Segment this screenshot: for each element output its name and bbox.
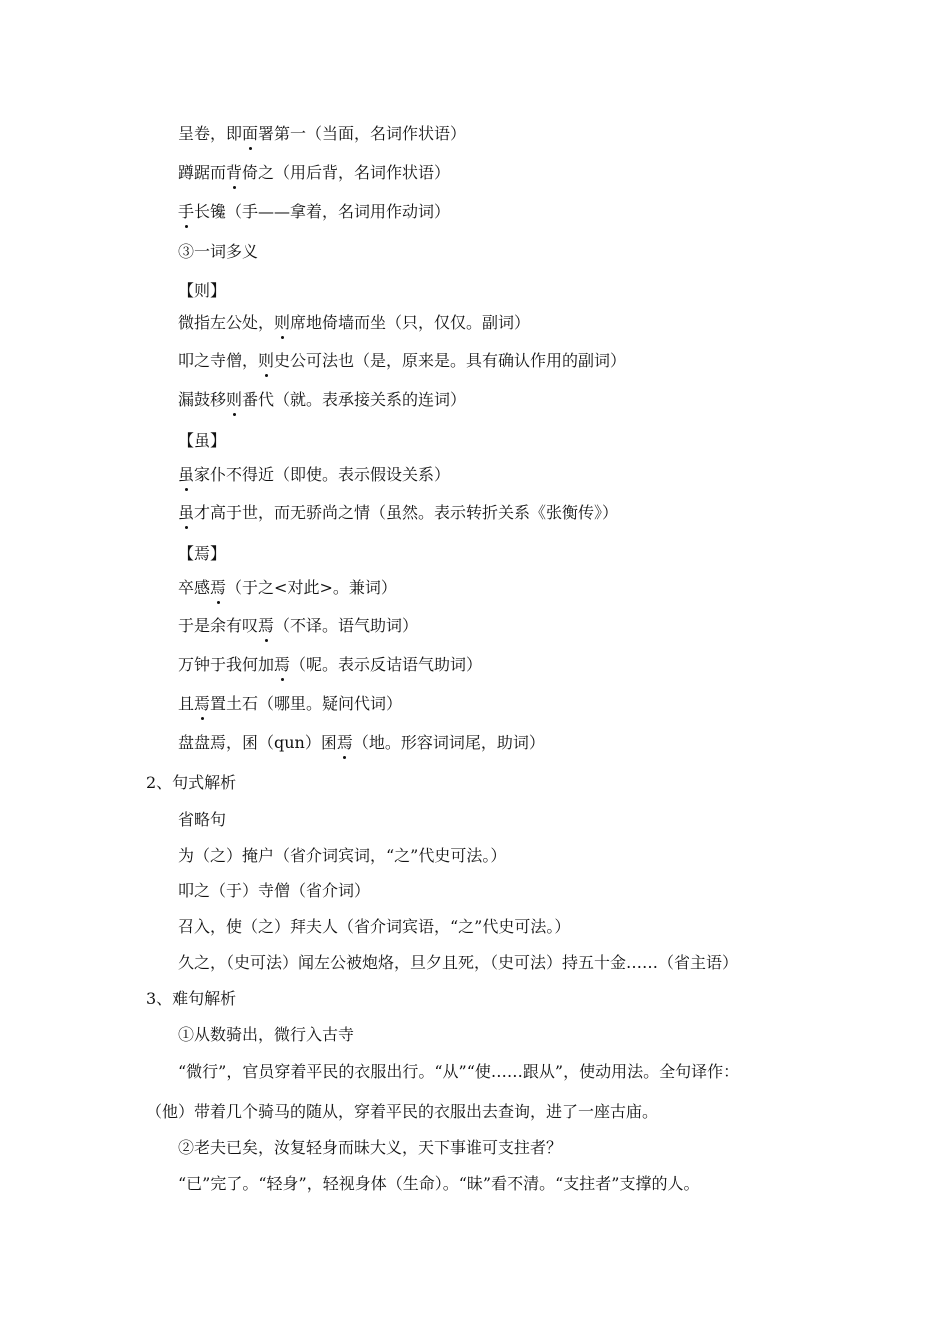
emphasized-char: 焉 bbox=[336, 733, 353, 752]
paragraph-line: 久之，（史可法）闻左公被炮烙，旦夕且死，（史可法）持五十金……（省主语） bbox=[178, 953, 739, 972]
emphasized-char: 虽 bbox=[178, 465, 195, 484]
paragraph-line: 省略句 bbox=[178, 810, 227, 829]
section-heading: 2、句式解析 bbox=[146, 773, 237, 792]
paragraph-line: 召入，使（之）拜夫人（省介词宾语，“之”代史可法。） bbox=[178, 917, 571, 936]
example-line bbox=[178, 577, 397, 599]
emphasized-char: 则 bbox=[274, 313, 291, 332]
line-text: 番代（就。表承接关系的连词） bbox=[242, 390, 467, 409]
example-line bbox=[178, 201, 450, 223]
line-text: 长镵（手——拿着，名词用作动词） bbox=[194, 202, 451, 221]
line-text: 卒感 bbox=[178, 578, 211, 597]
paragraph-line: 为（之）掩户（省介词宾词，“之”代史可法。） bbox=[178, 846, 507, 865]
line-text: 叩之寺僧， bbox=[178, 351, 259, 370]
line-text: 才高于世，而无骄尚之情（虽然。表示转折关系《张衡传》） bbox=[194, 503, 619, 522]
paragraph-line: “已”完了。“轻身”，轻视身体（生命）。“昧”看不清。“支拄者”支撑的人。 bbox=[178, 1174, 700, 1193]
example-line bbox=[178, 464, 450, 486]
line-text: 蹲踞而 bbox=[178, 163, 227, 182]
paragraph-line: （他）带着几个骑马的随从，穿着平民的衣服出去查询，进了一座古庙。 bbox=[146, 1102, 659, 1121]
emphasized-char: 手 bbox=[178, 202, 195, 221]
line-text: 史公可法也（是，原来是。具有确认作用的副词） bbox=[274, 351, 627, 370]
paragraph-line: “微行”，官员穿着平民的衣服出行。“从”“使……跟从”，使动用法。全句译作： bbox=[178, 1062, 740, 1081]
line-text: 万钟于我何加 bbox=[178, 655, 275, 674]
line-text: （于之<对此>。兼词） bbox=[226, 578, 397, 597]
line-text: 署第一（当面，名词作状语） bbox=[258, 124, 467, 143]
example-line bbox=[178, 502, 618, 524]
emphasized-char: 虽 bbox=[178, 503, 195, 522]
line-text: 于是余有叹 bbox=[178, 616, 259, 635]
example-line bbox=[178, 312, 530, 334]
example-line bbox=[178, 654, 482, 676]
line-text: 且 bbox=[178, 694, 195, 713]
example-line bbox=[178, 615, 418, 637]
emphasized-char: 焉 bbox=[210, 578, 227, 597]
emphasized-char: 背 bbox=[226, 163, 243, 182]
example-line bbox=[178, 732, 545, 754]
word-heading: 【虽】 bbox=[178, 431, 227, 450]
line-text: （呢。表示反诘语气助词） bbox=[290, 655, 483, 674]
line-text: 置土石（哪里。疑问代词） bbox=[210, 694, 403, 713]
paragraph-line: ①从数骑出，微行入古寺 bbox=[178, 1025, 355, 1044]
emphasized-char: 则 bbox=[226, 390, 243, 409]
paragraph-line: ②老夫已矣，汝复轻身而昧大义，天下事谁可支拄者？ bbox=[178, 1138, 563, 1157]
subsection-heading: ③一词多义 bbox=[178, 242, 259, 261]
emphasized-char: 面 bbox=[242, 124, 259, 143]
line-text: 呈卷，即 bbox=[178, 124, 243, 143]
line-text: 漏鼓移 bbox=[178, 390, 227, 409]
example-line bbox=[178, 389, 466, 411]
line-text: 盘盘焉，囷（qun）囷 bbox=[178, 733, 337, 752]
line-text: 席地倚墙而坐（只，仅仅。副词） bbox=[290, 313, 531, 332]
example-line bbox=[178, 162, 450, 184]
emphasized-char: 则 bbox=[258, 351, 275, 370]
line-text: 微指左公处， bbox=[178, 313, 275, 332]
word-heading: 【焉】 bbox=[178, 544, 227, 563]
line-text: （不译。语气助词） bbox=[274, 616, 419, 635]
example-line bbox=[178, 350, 626, 372]
emphasized-char: 焉 bbox=[274, 655, 291, 674]
example-line bbox=[178, 123, 466, 145]
line-text: （地。形容词词尾，助词） bbox=[352, 733, 545, 752]
line-text: 家仆不得近（即使。表示假设关系） bbox=[194, 465, 451, 484]
emphasized-char: 焉 bbox=[194, 694, 211, 713]
word-heading: 【则】 bbox=[178, 281, 227, 300]
example-line bbox=[178, 693, 402, 715]
line-text: 倚之（用后背，名词作状语） bbox=[242, 163, 451, 182]
section-heading: 3、难句解析 bbox=[146, 989, 237, 1008]
paragraph-line: 叩之（于）寺僧（省介词） bbox=[178, 881, 371, 900]
emphasized-char: 焉 bbox=[258, 616, 275, 635]
